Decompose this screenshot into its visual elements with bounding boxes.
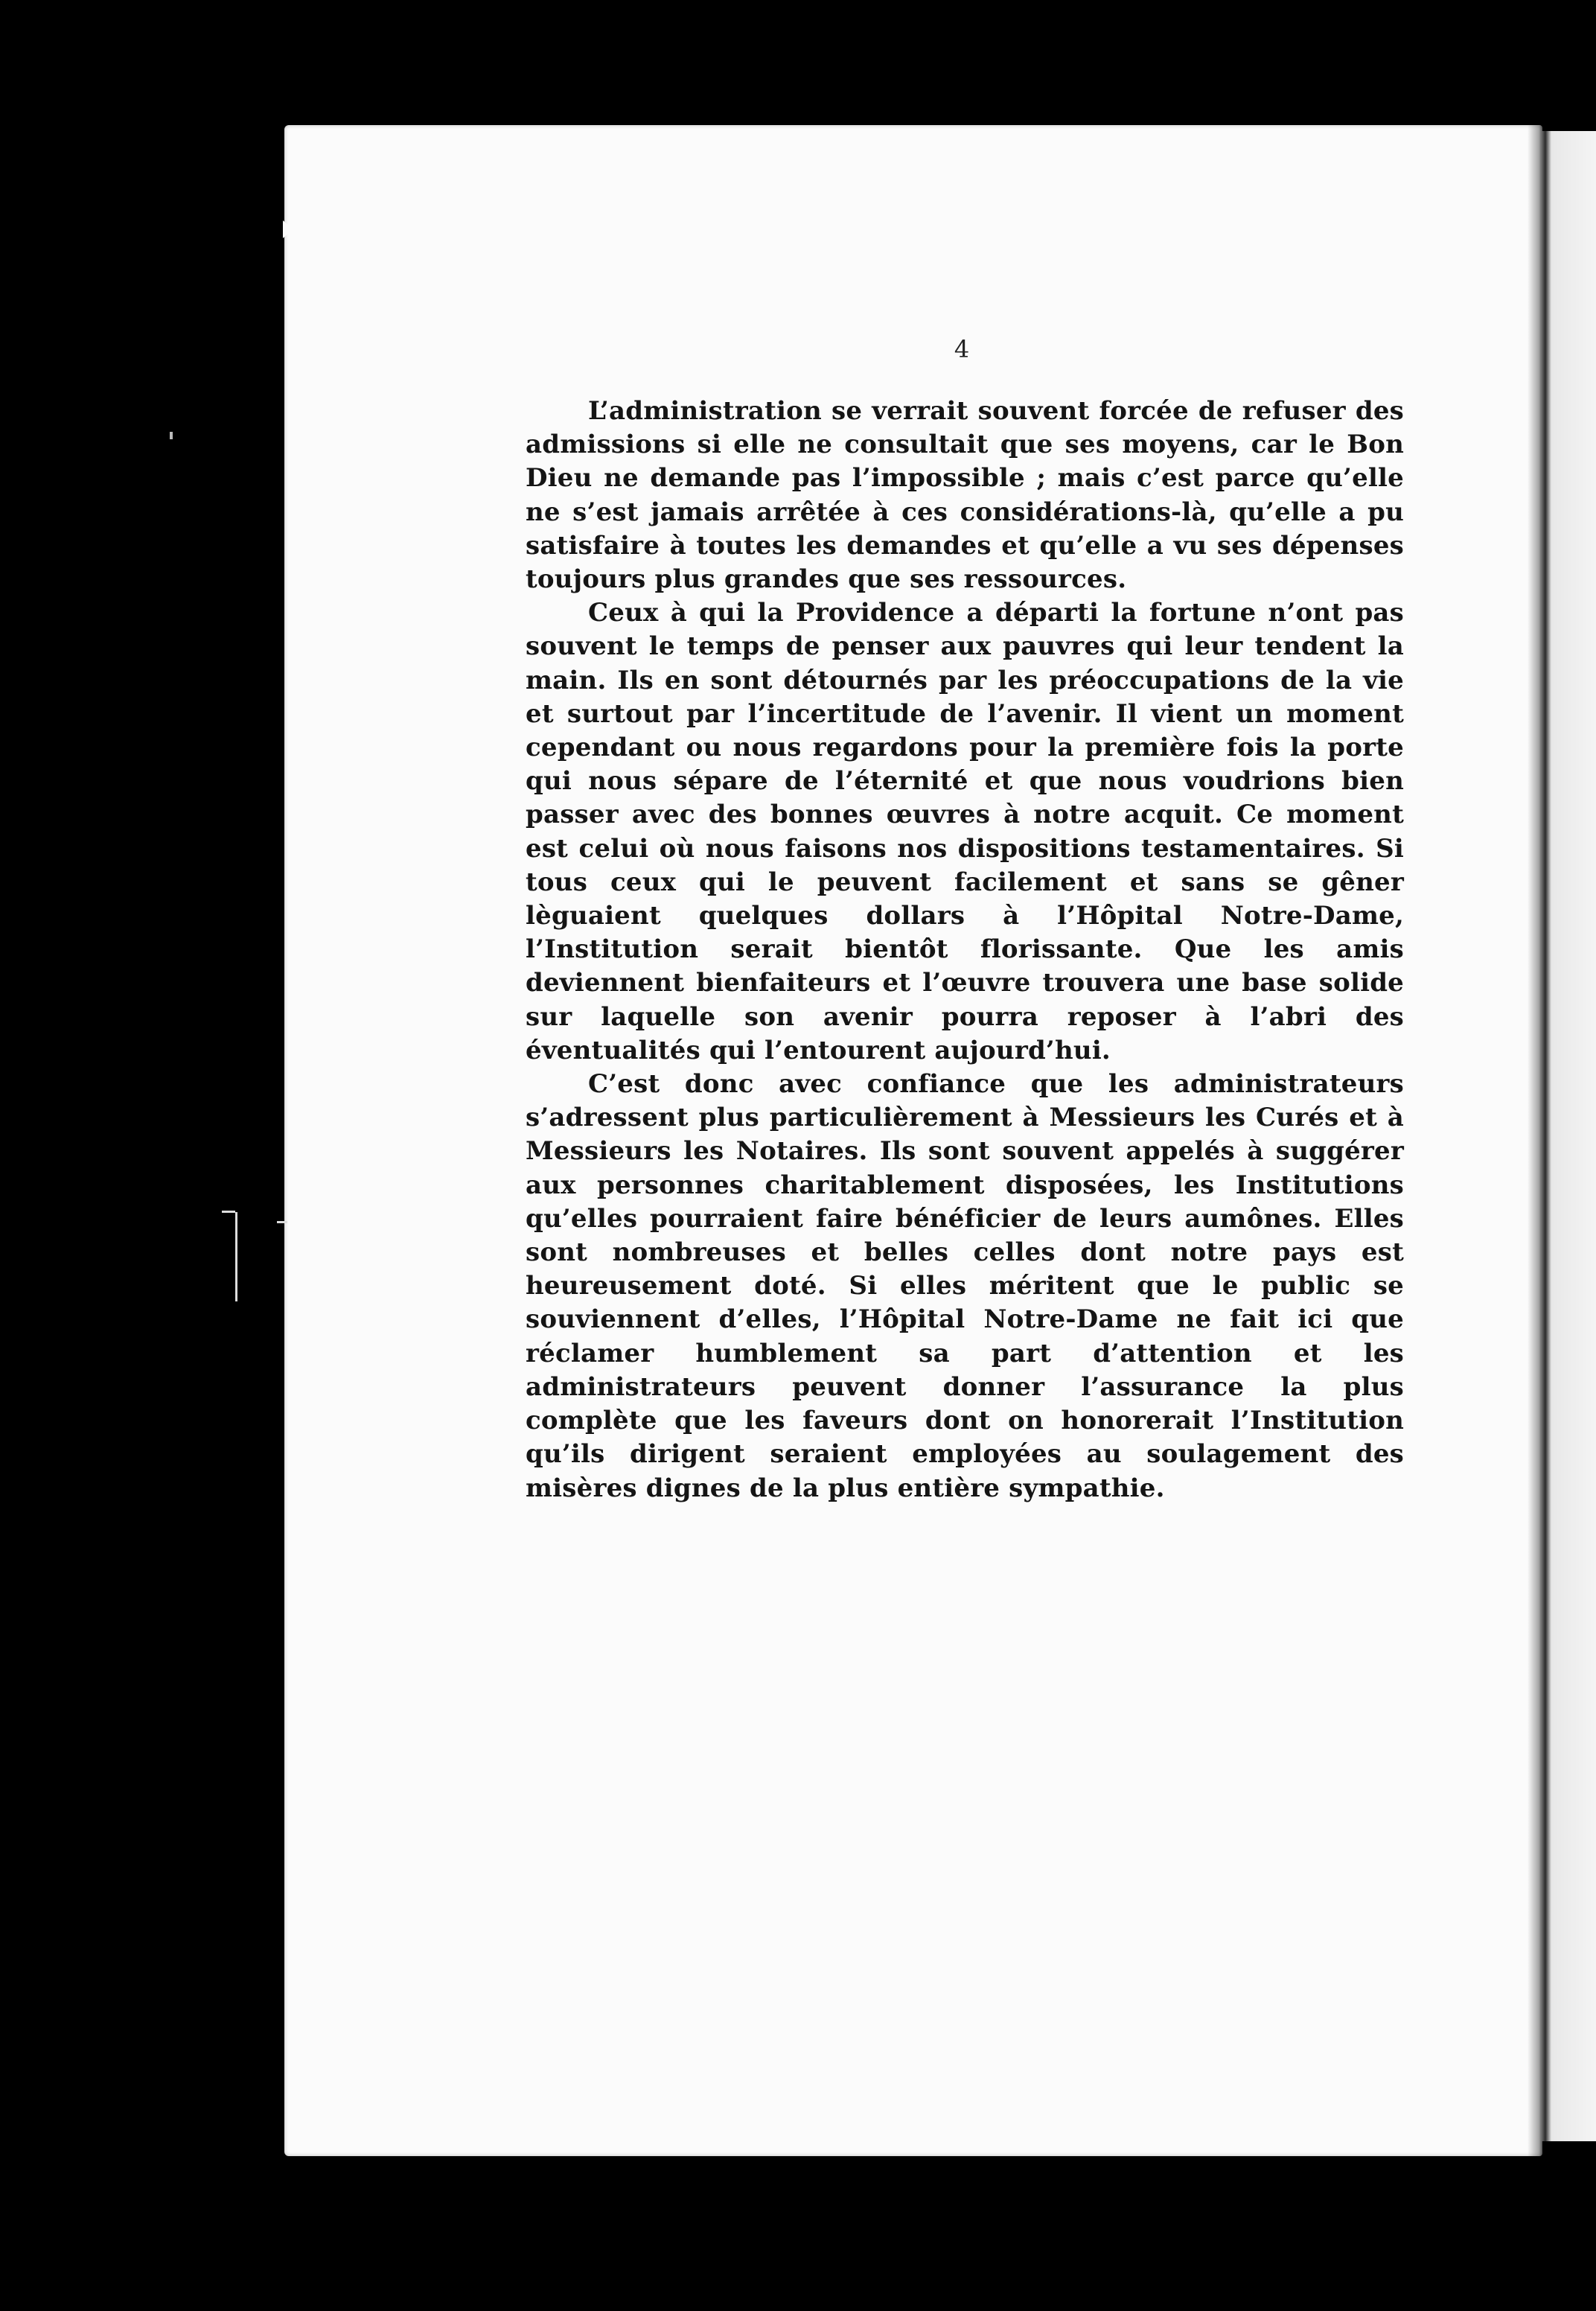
paragraph: L’administration se verrait souvent forcée de refuser des admissions si elle ne consultait que ses moyens, car le Bon Dieu ne demande pas l’impossible ; mais c’est parce qu’elle ne s’est jamais arrêtée à ces considérations-là, qu’elle a pu satisfaire à toutes les demandes et qu’elle a vu ses dépenses toujours plus grandes que ses ressources.	[526, 396, 1404, 595]
page-edge-notch	[283, 220, 293, 238]
adjacent-page-edge	[1541, 131, 1596, 2141]
scan-speck	[170, 432, 173, 439]
body-text	[526, 395, 1404, 1505]
paragraph: Ceux à qui la Providence a départi la fortune n’ont pas souvent le temps de penser aux pauvres qui leur tendent la main. Ils en sont détournés par les préoccupations de la vie et surtout par l’incertitude de l’avenir. Il vient un moment cependant ou nous regardons pour la première fois la porte qui nous sépare de l’éternité et que nous voudrions bien passer avec des bonnes œuvres à notre acquit. Ce moment est celui où nous faisons nos dispositions testamentaires. Si tous ceux qui le peuvent facilement et sans se gêner lèguaient quelques dollars à l’Hôpital Notre-Dame, l’Institution serait bientôt florissante. Que les amis deviennent bienfaiteurs et l’œuvre trouvera une base solide sur laquelle son avenir pourra reposer à l’abri des éventualités qui l’entourent aujourd’hui.	[526, 598, 1404, 1065]
scan-margin-mark	[277, 1221, 287, 1223]
scan-margin-mark	[222, 1211, 235, 1213]
page-number: 4	[954, 335, 970, 363]
paragraph: C’est donc avec confiance que les administrateurs s’adressent plus particulièrement à Messieurs les Curés et à Messieurs les Notaires. Ils sont souvent appelés à suggérer aux personnes charitablement disposées, les Institutions qu’elles pourraient faire bénéficier de leurs aumônes. Elles sont nombreuses et belles celles dont notre pays est heureusement doté. Si elles méritent que le public se souviennent d’elles, l’Hôpital Notre-Dame ne fait ici que réclamer humblement sa part d’attention et les administrateurs peuvent donner l’assurance la plus complète que les faveurs dont on honorerait l’Institution qu’ils dirigent seraient employées au soulagement des misères dignes de la plus entière sympathie.	[526, 1069, 1404, 1503]
scan-margin-mark	[235, 1212, 237, 1301]
